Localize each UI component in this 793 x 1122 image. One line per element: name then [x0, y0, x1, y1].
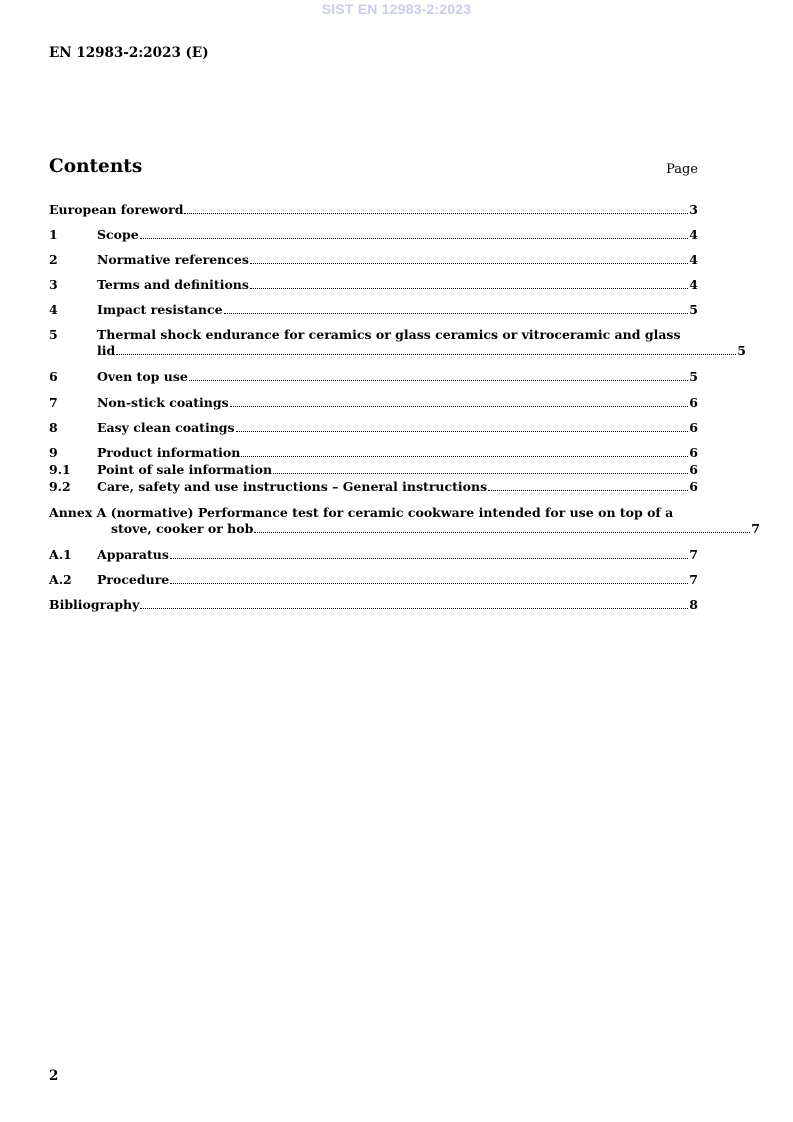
toc-entry-page: 7: [751, 521, 760, 536]
leader-dots: [140, 238, 689, 239]
page-column-label: Page: [666, 162, 698, 177]
toc-entry-normative-references[interactable]: [49, 252, 698, 268]
toc-entry-title: Impact resistance: [97, 302, 223, 317]
toc-entry-bibliography[interactable]: [49, 597, 698, 613]
leader-dots: [241, 456, 688, 457]
leader-dots: [273, 473, 688, 474]
leader-dots: [170, 583, 688, 584]
toc-entry-number: A.2: [49, 572, 72, 587]
contents-title: Contents: [49, 156, 143, 177]
toc-entry-page: 4: [689, 277, 698, 292]
toc-entry-number: 1: [49, 227, 58, 242]
toc-entry-title: Normative references: [97, 252, 249, 267]
toc-entry-title: Bibliography: [49, 597, 140, 612]
leader-dots: [236, 431, 689, 432]
toc-entry-number: 3: [49, 277, 58, 292]
toc-entry-title: Terms and definitions: [97, 277, 249, 292]
toc-entry-page: 5: [737, 343, 746, 358]
toc-entry-scope[interactable]: [49, 227, 698, 243]
toc-entry-terms-and-definitions[interactable]: [49, 277, 698, 293]
toc-entry-page: 3: [689, 202, 698, 217]
toc-entry-number: 6: [49, 369, 58, 384]
toc-entry-title: Apparatus: [97, 547, 169, 562]
leader-dots: [116, 354, 736, 355]
document-id: EN 12983-2:2023 (E): [49, 45, 209, 61]
toc-entry-impact-resistance[interactable]: [49, 302, 698, 318]
toc-entry-title: Thermal shock endurance for ceramics or glass ceramics or vitroceramic and glass: [97, 327, 681, 342]
toc-entry-number: 9.1: [49, 462, 71, 477]
toc-entry-page: 7: [689, 547, 698, 562]
toc-entry-page: 6: [689, 445, 698, 460]
toc-entry-title: Oven top use: [97, 369, 188, 384]
page-number: 2: [49, 1068, 59, 1084]
toc-entry-title: Annex A (normative) Performance test for ceramic cookware intended for use on top of a: [49, 505, 674, 520]
toc-entry-annex-a[interactable]: [49, 505, 760, 537]
leader-dots: [254, 532, 750, 533]
toc-entry-title: Scope: [97, 227, 139, 242]
watermark: SIST EN 12983-2:2023: [321, 1, 472, 17]
toc-entry-number: 5: [49, 327, 58, 342]
toc-entry-title: Point of sale information: [97, 462, 273, 477]
toc-entry-european-foreword[interactable]: [49, 202, 698, 218]
leader-dots: [170, 558, 688, 559]
toc-entry-number: A.1: [49, 547, 72, 562]
toc-entry-page: 6: [689, 462, 698, 477]
leader-dots: [488, 490, 688, 491]
toc-entry-title: Care, safety and use instructions – General instructions: [97, 479, 488, 494]
toc-entry-page: 6: [689, 420, 698, 435]
toc-entry-thermal-shock-endurance[interactable]: [49, 327, 746, 359]
toc-entry-page: 7: [689, 572, 698, 587]
leader-dots: [230, 406, 689, 407]
toc-entry-point-of-sale-information[interactable]: [49, 462, 698, 478]
toc-entry-easy-clean-coatings[interactable]: [49, 420, 698, 436]
toc-entry-procedure[interactable]: [49, 572, 698, 588]
toc-entry-title: Procedure: [97, 572, 170, 587]
toc-entry-oven-top-use[interactable]: [49, 369, 698, 385]
toc-entry-number: 8: [49, 420, 58, 435]
toc-entry-page: 6: [689, 395, 698, 410]
leader-dots: [189, 380, 688, 381]
leader-dots: [250, 288, 688, 289]
toc-entry-apparatus[interactable]: [49, 547, 698, 563]
toc-entry-number: 9: [49, 445, 58, 460]
leader-dots: [250, 263, 688, 264]
toc-entry-page: 8: [689, 597, 698, 612]
toc-entry-title-continued: lid: [97, 343, 116, 358]
leader-dots: [224, 313, 689, 314]
toc-entry-non-stick-coatings[interactable]: [49, 395, 698, 411]
toc-entry-care-safety-use-instructions[interactable]: [49, 479, 698, 495]
toc-entry-number: 9.2: [49, 479, 71, 494]
leader-dots: [140, 608, 688, 609]
toc-entry-title: European foreword: [49, 202, 184, 217]
toc-entry-number: 4: [49, 302, 58, 317]
toc-entry-number: 7: [49, 395, 58, 410]
toc-entry-page: 5: [689, 302, 698, 317]
toc-entry-page: 5: [689, 369, 698, 384]
toc-entry-title: Non-stick coatings: [97, 395, 229, 410]
leader-dots: [184, 213, 688, 214]
toc-entry-page: 4: [689, 252, 698, 267]
toc-entry-number: 2: [49, 252, 58, 267]
toc-entry-page: 4: [689, 227, 698, 242]
toc-entry-title-continued: stove, cooker or hob: [111, 521, 254, 536]
toc-entry-product-information[interactable]: [49, 445, 698, 461]
toc-entry-title: Easy clean coatings: [97, 420, 235, 435]
toc-entry-page: 6: [689, 479, 698, 494]
toc-entry-title: Product information: [97, 445, 241, 460]
